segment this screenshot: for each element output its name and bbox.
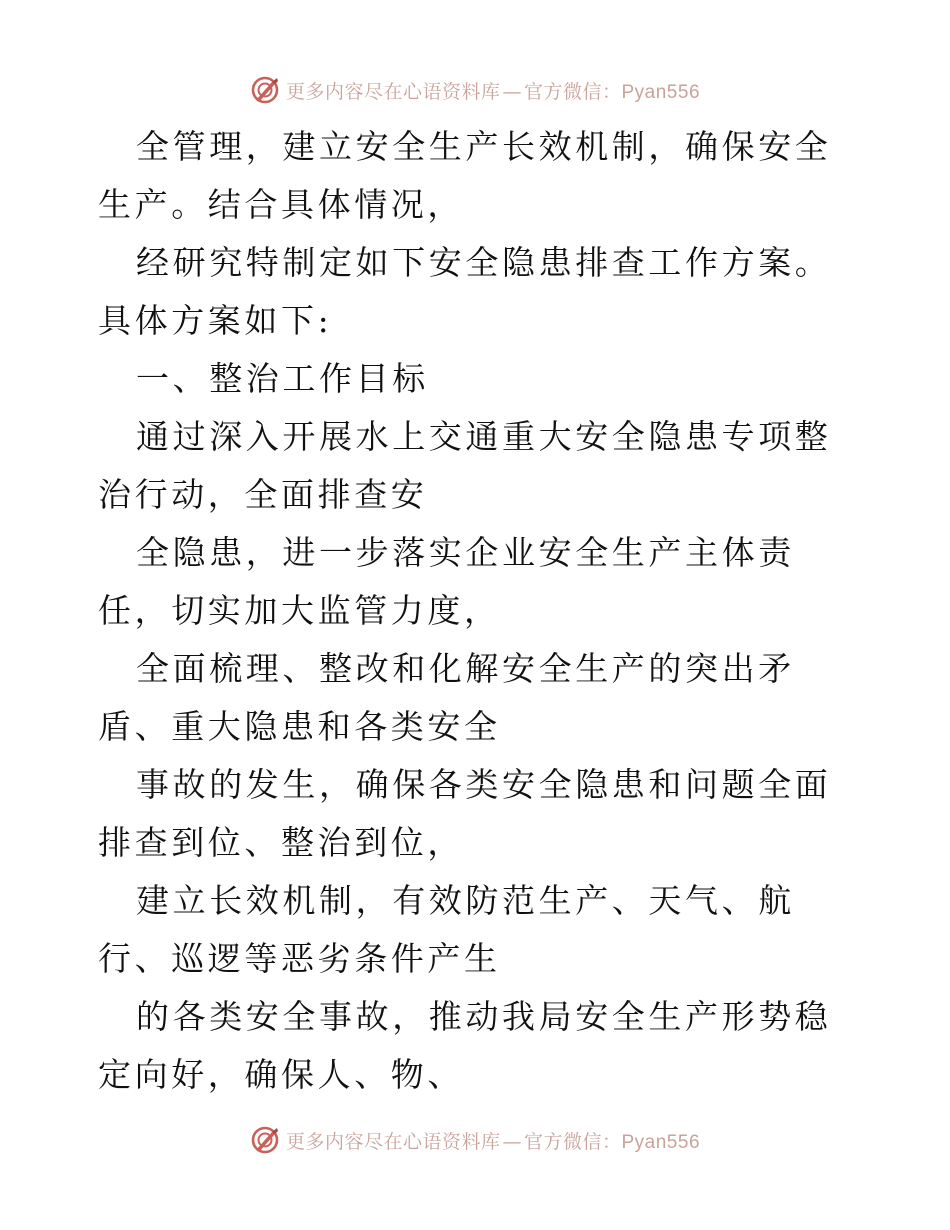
watermark-wechat-id: Pyan556: [621, 1131, 701, 1153]
footer-watermark: [0, 1122, 950, 1158]
paragraph: 事故的发生，确保各类安全隐患和问题全面排查到位、整治到位，: [98, 765, 832, 862]
watermark-brand: 更多内容尽在心语资料库: [285, 1130, 501, 1153]
brand-logo-icon: [250, 1125, 280, 1155]
watermark-separator: —: [502, 1130, 522, 1153]
paragraph: 经研究特制定如下安全隐患排查工作方案。具体方案如下:: [98, 243, 832, 340]
paragraph: 建立长效机制，有效防范生产、天气、航行、巡逻等恶劣条件产生: [98, 881, 795, 978]
watermark-contact-label: 官方微信：: [523, 80, 622, 103]
paragraph: 全隐患，进一步落实企业安全生产主体责任，切实加大监管力度，: [98, 533, 795, 630]
watermark-text: [286, 77, 700, 104]
watermark-text: [286, 1127, 700, 1154]
brand-logo-icon: [250, 75, 280, 105]
paragraph: 通过深入开展水上交通重大安全隐患专项整治行动，全面排查安: [98, 417, 832, 514]
paragraph: 全面梳理、整改和化解安全生产的突出矛盾、重大隐患和各类安全: [98, 649, 795, 746]
watermark-wechat-id: Pyan556: [621, 81, 701, 103]
watermark-brand: 更多内容尽在心语资料库: [285, 80, 501, 103]
header-watermark: [0, 72, 950, 108]
section-heading: 一、整治工作目标: [136, 359, 429, 398]
paragraph: 的各类安全事故，推动我局安全生产形势稳定向好，确保人、物、: [98, 997, 832, 1094]
document-body: [98, 118, 858, 1104]
watermark-contact-label: 官方微信：: [523, 1130, 622, 1153]
watermark-separator: —: [502, 80, 522, 103]
paragraph: 全管理，建立安全生产长效机制，确保安全生产。结合具体情况，: [98, 127, 832, 224]
